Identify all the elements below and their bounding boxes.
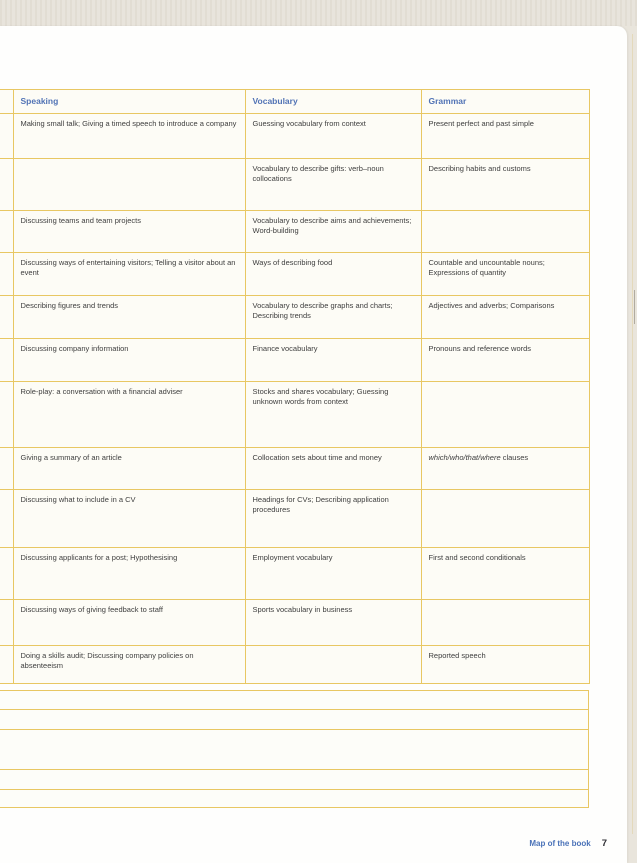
empty-row xyxy=(0,710,588,730)
unit-cell-stub xyxy=(0,253,13,296)
book-page xyxy=(0,26,627,863)
column-header-grammar: Grammar xyxy=(421,90,589,114)
unit-cell-stub xyxy=(0,448,13,490)
grammar-italic-text: which/who/that/where xyxy=(428,453,501,462)
vocabulary-cell: Stocks and shares vocabulary; Guessing unknown words from context xyxy=(245,382,421,448)
unit-column-stub xyxy=(0,90,13,114)
table-row xyxy=(0,159,589,211)
vocabulary-cell: Employment vocabulary xyxy=(245,548,421,600)
vocabulary-cell xyxy=(245,646,421,684)
table-row xyxy=(0,548,589,600)
empty-row xyxy=(0,691,588,710)
unit-cell-stub xyxy=(0,296,13,339)
unit-cell-stub xyxy=(0,339,13,382)
unit-cell-stub xyxy=(0,490,13,548)
table-row xyxy=(0,211,589,253)
empty-row xyxy=(0,770,588,790)
table-row xyxy=(0,114,589,159)
table-row xyxy=(0,382,589,448)
footer-section-label: Map of the book xyxy=(529,839,591,848)
table-header-row xyxy=(0,90,589,114)
grammar-cell: Countable and uncountable nouns; Expressions of quantity xyxy=(421,253,589,296)
speaking-cell: Discussing applicants for a post; Hypothesising xyxy=(13,548,245,600)
speaking-cell: Discussing ways of entertaining visitors; Telling a visitor about an event xyxy=(13,253,245,296)
adjacent-page-edge-line xyxy=(632,34,633,834)
grammar-cell: Adjectives and adverbs; Comparisons xyxy=(421,296,589,339)
column-header-speaking: Speaking xyxy=(13,90,245,114)
page-footer xyxy=(0,838,607,849)
speaking-cell: Discussing ways of giving feedback to staff xyxy=(13,600,245,646)
vocabulary-cell: Sports vocabulary in business xyxy=(245,600,421,646)
empty-row xyxy=(0,730,588,770)
grammar-cell: Reported speech xyxy=(421,646,589,684)
vocabulary-cell: Ways of describing food xyxy=(245,253,421,296)
table-row xyxy=(0,600,589,646)
table-row xyxy=(0,253,589,296)
unit-cell-stub xyxy=(0,114,13,159)
grammar-cell xyxy=(421,382,589,448)
vocabulary-cell: Headings for CVs; Describing application procedures xyxy=(245,490,421,548)
grammar-cell xyxy=(421,448,589,490)
scan-edge-artifact xyxy=(634,290,635,324)
unit-cell-stub xyxy=(0,646,13,684)
table-row xyxy=(0,490,589,548)
unit-cell-stub xyxy=(0,382,13,448)
continuation-rows xyxy=(0,690,589,808)
speaking-cell: Describing figures and trends xyxy=(13,296,245,339)
page-number: 7 xyxy=(601,838,607,849)
grammar-cell: First and second conditionals xyxy=(421,548,589,600)
grammar-cell: Pronouns and reference words xyxy=(421,339,589,382)
unit-cell-stub xyxy=(0,211,13,253)
vocabulary-cell: Vocabulary to describe aims and achievements; Word-building xyxy=(245,211,421,253)
vocabulary-cell: Vocabulary to describe graphs and charts; Describing trends xyxy=(245,296,421,339)
grammar-cell xyxy=(421,211,589,253)
vocabulary-cell: Vocabulary to describe gifts: verb–noun collocations xyxy=(245,159,421,211)
empty-row xyxy=(0,790,588,808)
unit-cell-stub xyxy=(0,159,13,211)
vocabulary-cell: Guessing vocabulary from context xyxy=(245,114,421,159)
grammar-cell: Describing habits and customs xyxy=(421,159,589,211)
scan-background-band xyxy=(0,0,637,26)
speaking-cell: Making small talk; Giving a timed speech to introduce a company xyxy=(13,114,245,159)
grammar-cell xyxy=(421,490,589,548)
table-row xyxy=(0,296,589,339)
vocabulary-cell: Finance vocabulary xyxy=(245,339,421,382)
grammar-cell: Present perfect and past simple xyxy=(421,114,589,159)
speaking-cell: Discussing what to include in a CV xyxy=(13,490,245,548)
speaking-cell: Discussing teams and team projects xyxy=(13,211,245,253)
speaking-cell: Doing a skills audit; Discussing company policies on absenteeism xyxy=(13,646,245,684)
column-header-vocabulary: Vocabulary xyxy=(245,90,421,114)
grammar-cell xyxy=(421,600,589,646)
unit-cell-stub xyxy=(0,548,13,600)
table-row xyxy=(0,646,589,684)
unit-cell-stub xyxy=(0,600,13,646)
speaking-cell xyxy=(13,159,245,211)
grammar-regular-text: clauses xyxy=(500,453,529,462)
map-of-book-table xyxy=(0,89,590,684)
speaking-cell: Giving a summary of an article xyxy=(13,448,245,490)
vocabulary-cell: Collocation sets about time and money xyxy=(245,448,421,490)
speaking-cell: Discussing company information xyxy=(13,339,245,382)
table-row xyxy=(0,339,589,382)
speaking-cell: Role-play: a conversation with a financial adviser xyxy=(13,382,245,448)
table-row xyxy=(0,448,589,490)
